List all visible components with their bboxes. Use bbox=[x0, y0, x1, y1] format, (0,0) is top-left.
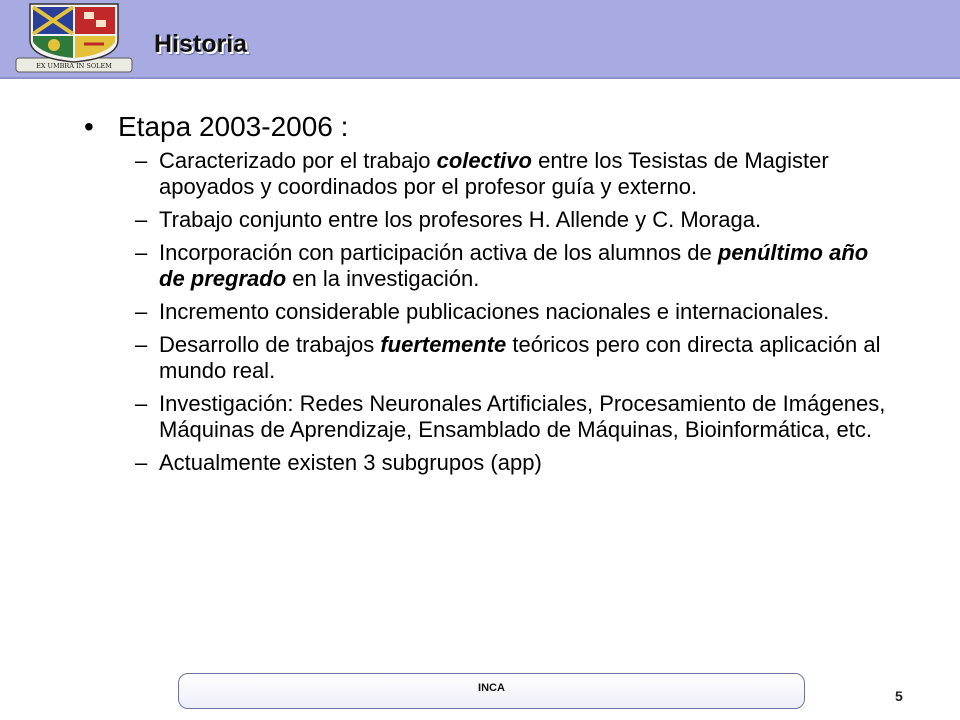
sub-bullet-list bbox=[0, 148, 960, 483]
sub-bullet-text bbox=[159, 332, 899, 384]
dash-marker: – bbox=[135, 332, 148, 357]
stage-heading: Etapa 2003-2006 : bbox=[118, 111, 349, 142]
dash-marker: – bbox=[135, 240, 148, 265]
text-segment: Investigación: Redes Neuronales Artificiales, Procesamiento de Imágenes, Máquinas de Aprendizaje, Ensamblado de Máquinas, Bioinformática, etc. bbox=[159, 391, 886, 442]
sub-bullet-text bbox=[159, 450, 899, 476]
sub-bullet-item bbox=[0, 299, 960, 325]
sub-bullet-text bbox=[159, 299, 899, 325]
text-segment: teóricos pero con directa aplicación al mundo real. bbox=[159, 332, 881, 383]
sub-bullet-item bbox=[0, 148, 960, 200]
title-bar bbox=[0, 0, 960, 78]
sub-bullet-text bbox=[159, 207, 899, 233]
sub-bullet-item bbox=[0, 207, 960, 233]
dash-marker: – bbox=[135, 148, 148, 173]
emphasized-text: penúltimo año de pregrado bbox=[159, 240, 869, 291]
dash-marker: – bbox=[135, 207, 148, 232]
slide-title: Historia bbox=[154, 30, 248, 58]
text-segment: entre los Tesistas de Magister apoyados y coordinados por el profesor guía y externo. bbox=[159, 148, 829, 199]
sub-bullet-item bbox=[0, 240, 960, 292]
crest-motto: EX UMBRA IN SOLEM bbox=[36, 62, 112, 70]
sub-bullet-text bbox=[159, 148, 899, 200]
sub-bullet-text bbox=[159, 391, 899, 443]
university-crest-icon bbox=[12, 0, 136, 76]
emphasized-text: colectivo bbox=[436, 148, 532, 173]
dash-marker: – bbox=[135, 450, 148, 475]
text-segment: en la investigación. bbox=[286, 266, 480, 291]
title-bar-divider bbox=[0, 77, 960, 79]
text-segment: Trabajo conjunto entre los profesores H. Allende y C. Moraga. bbox=[159, 207, 762, 232]
footer-box bbox=[178, 673, 805, 709]
text-segment: Actualmente existen 3 subgrupos (app) bbox=[159, 450, 542, 475]
dash-marker: – bbox=[135, 299, 148, 324]
text-segment: Incorporación con participación activa de los alumnos de bbox=[159, 240, 718, 265]
sub-bullet-text bbox=[159, 240, 899, 292]
text-segment: Caracterizado por el trabajo bbox=[159, 148, 437, 173]
emphasized-text: fuertemente bbox=[380, 332, 507, 357]
bullet-marker: • bbox=[84, 111, 94, 142]
footer-label: INCA bbox=[478, 682, 505, 694]
page-number: 5 bbox=[895, 688, 903, 704]
text-segment: Desarrollo de trabajos bbox=[159, 332, 381, 357]
sub-bullet-item bbox=[0, 391, 960, 443]
text-segment: Incremento considerable publicaciones nacionales e internacionales. bbox=[159, 299, 830, 324]
sub-bullet-item bbox=[0, 332, 960, 384]
dash-marker: – bbox=[135, 391, 148, 416]
sub-bullet-item bbox=[0, 450, 960, 476]
